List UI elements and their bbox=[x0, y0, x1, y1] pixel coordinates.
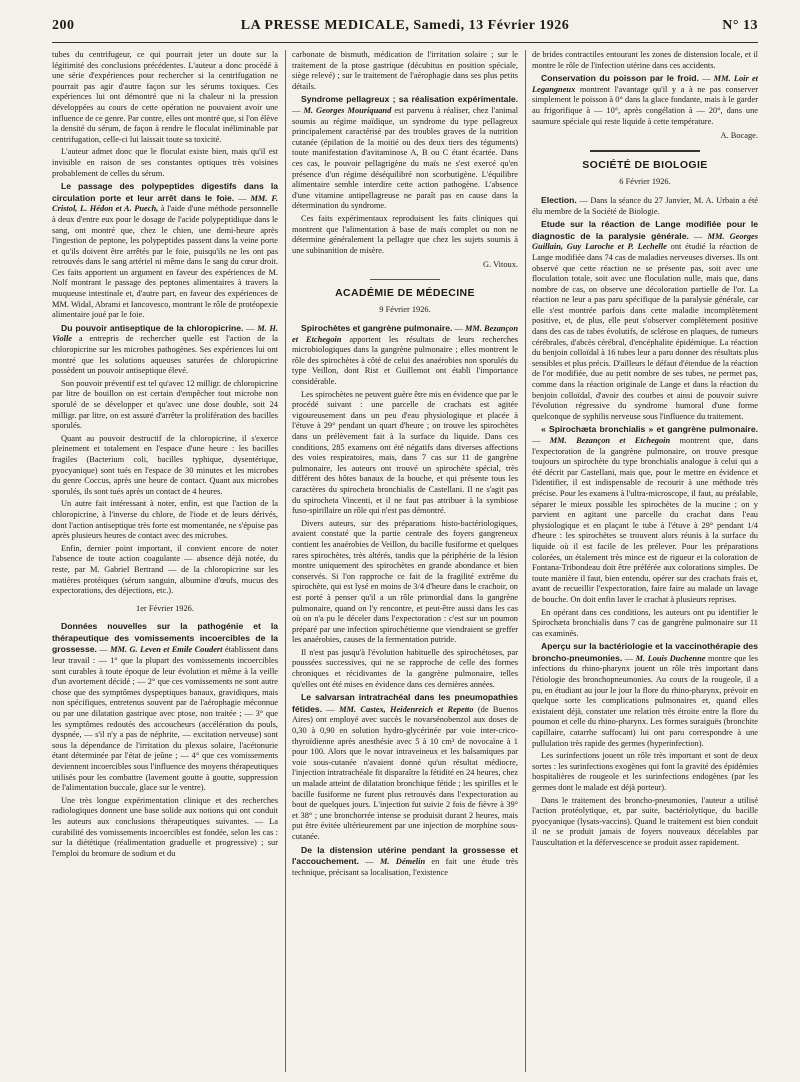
paragraph: Dans le traitement des broncho-pneumonies, l'auteur a utilisé l'action protéolytique, et, par suite, bactériolytique, du bacille pyocyanique (lysats-vaccins). Quand le traitement est bien conduit il ne se produit jamais de foyers nouveaux décelables par l'auscultation et la défervescence se produit assez rapidement. bbox=[532, 795, 758, 847]
article-authors: MM. Castex, Heidenreich et Repetto bbox=[339, 704, 474, 714]
paragraph: L'auteur admet donc que le floculat existe bien, mais qu'il est invisible en raison de ses constantes optiques très voisines probablement de celles du sérum. bbox=[52, 147, 278, 178]
signature: G. Vitoux. bbox=[483, 260, 518, 270]
article-title: Le passage des polypeptides digestifs dans la circulation porte et leur arrêt dans le foie. bbox=[52, 181, 278, 203]
signature: A. Bocage. bbox=[720, 131, 758, 141]
column-right bbox=[532, 50, 758, 1072]
session-date: 1er Février 1926. bbox=[136, 603, 194, 613]
column-left bbox=[52, 50, 278, 1072]
article-text: montrent l'avantage qu'il y a à ne pas conserver simplement le poisson à 0° dans la glace fondante, mais à le garder au frigorifique à — 10°, après congélation à — 20°, dans une saumure spéciale qui reste liquide à cette température. bbox=[532, 84, 758, 126]
article-authors: MM. Bezançon et Etchegoin bbox=[292, 324, 518, 344]
article-authors: MM. Georges Guillain, Guy Laroche et P. Lechelle bbox=[532, 231, 758, 252]
article-title: Spirochètes et gangrène pulmonaire. bbox=[301, 323, 453, 334]
paragraph: Divers auteurs, sur des préparations histo-bactériologiques, avaient constaté que la partie centrale des foyers gangreneux contient les anaérobies de Veillon, du bacille fusiforme et quelques rares spirochètes, très altérés, tandis que la périphérie de la lésion montre uniquement des spirochètes en grande abondance et bien conservés. Si l'on rapproche ce fait de la fragilité extrême du spirochète, qui est lysé en moins de 3/4 d'heure dans le crachoir, on est porté à penser qu'il a un rôle primordial dans la gangrène pulmonaire, quand on l'y rencontre, et peut-être aussi dans les cas où on n'a pu le déceler dans l'expectoration : c'est sur un poumon préparé par une infection spirochétienne que viendraient se greffer les anaérobies, causes de la fermentation putride. bbox=[292, 518, 518, 645]
article: Le passage des polypeptides digestifs dans la circulation porte et leur arrêt dans le foie. — MM. F. Cristol, L. Hédon et A. Puech, à l'aide d'une méthode personnelle à deux d'entre eux pour le dosage de l'acide polypeptidique dans le sang, ont montré que, chez le chien, une demi-heure après l'ingestion de peptone, les polypeptides passent dans la veine porte et qu'ils doivent être arrêtés par le foie, puisqu'ils ne les ont pas retrouvés dans le sang artériel ni même dans le sang du cœur droit. Ces faits apportent un argument en faveur des expériences de M. Nolf montrant le passage des peptones alimentaires à travers la muqueuse intestinale et, d'autre part, en faveur des expériences de MM. Widal, Abrami et Iancovesco, montrant le rôle de protéopexie alimentaire joué par le foie. bbox=[52, 181, 278, 320]
section-heading: ACADÉMIE DE MÉDECINE bbox=[335, 286, 475, 299]
article-title: Données nouvelles sur la pathogénie et la thérapeutique des vomissements incoercibles de la grossesse. bbox=[52, 621, 278, 655]
article-text: (de Buenos Aires) ont employé avec succès le novarsénobenzol aux doses de 0,30 à 0,90 en solution hydro-glycérinée par voie inter-crico-thyroïdienne après anesthésie avec 5 à 10 cm³ de novocaïne à 1 pour 100. Alors que le novar intraveineux et les balsamiques par voie sous-cutanée n'avaient donné qu'un résultat médiocre, l'injection intratrachéale fit disparaître la fétidité en 24 heures, chez un malade atteint de dilatation bronchique fétide ; les spirilles et le bacille fusiforme ne furent plus retrouvés dans l'expectoration au bout de quelques jours. L'injection fut suivie 2 fois de fièvre à 39° et 38° ; une bronchorrée intense se produisit durant 2 heures, mais put être évitée ultérieurement par une injection de morphine sous-cutanée. bbox=[292, 704, 518, 841]
paragraph: de brides contractiles entourant les zones de distension locale, et il montre le rôle de l'infection utérine dans ces accidents. bbox=[532, 50, 758, 70]
article-title: « Spirochæta bronchialis » et gangrène pulmonaire. bbox=[541, 424, 758, 435]
article: Syndrome pellagreux ; sa réalisation expérimentale. — M. Georges Mouriquand est parvenu à réaliser, chez l'animal soumis au régime maïdique, un syndrome du type pellagreux principalement caractérisé par des troubles graves de la nutrition cutanée (épilation de la moitié ou des deux tiers des téguments) toute manifestation d'avitaminose A, B ou C étant écartée. Dans ces cas, le pouvoir pellagrigène du maïs ne s'est exercé qu'en présence d'un régime déséquilibré non scorbutigène. L'équilibre alimentaire semble interdire cette action pathogène. L'absence d'une vitamine antipellagreuse ne paraît pas en cause dans la détermination du syndrome. bbox=[292, 94, 518, 211]
article-title: Le salvarsan intratrachéal dans les pneumopathies fétides. bbox=[292, 692, 518, 714]
column-divider bbox=[525, 50, 526, 1072]
article-text: est parvenu à réaliser, chez l'animal soumis au régime maïdique, un syndrome du type pellagreux principalement caractérisé par des troubles graves de la nutrition cutanée (épilation de la moitié ou des deux tiers des téguments) toute manifestation d'avitaminose A, B ou C étant écartée. Dans ces cas, le pouvoir pellagrigène du maïs ne s'est exercé qu'en présence d'un régime déséquilibré non scorbutigène. L'équilibre alimentaire semble interdire cette action pathogène. L'absence d'une vitamine antipellagreuse ne paraît pas en cause dans la détermination du syndrome. bbox=[292, 105, 518, 211]
article: Données nouvelles sur la pathogénie et la thérapeutique des vomissements incoercibles de la grossesse. — MM. G. Leven et Emile Coudert établissent dans leur travail : — 1° que la plupart des vomissements incoercibles sont curables à toute époque de leur évolution et même à la veille d'un avortement décidé ; — 2° que ces vomissements ne sont autre chose que des symptômes dyspeptiques banaux, gravidiques, mais non spécifiques, entretenus souvent par de l'aérophagie méconnue ou par une dilatation gastrique avec ptose, non traitée ; — 3° que les symptômes redoutés des accoucheurs (accélération du pouls, dyspnée, — s'il n'y a pas de néphrite, — excitation nerveuse) sont sous la dépendance de l'irritation du plexus solaire, l'acétonurie étant déterminée par l'état de jeûne ; — 4° que ces vomissements deviennent incoercibles sous l'influence des moyens thérapeutiques utilisés pour les combattre (lavement goutte à goutte, suppression de l'alimentation buccale, glace sur le ventre). bbox=[52, 621, 278, 793]
session-date: 9 Février 1926. bbox=[379, 305, 431, 315]
article-text: ont étudié la réaction de Lange modifiée dans 74 cas de maladies nerveuses diverses. Ils ont observé que cette réaction ne se présente pas, soit avec une floculation totale, soit avec une floculation nulle, mais que, dans nombre de cas, on observe une décoloration partielle de l'or. La réaction ne leur a pas paru spécifique de la paralysie générale, car elle s'est montrée parfois dans cette maladie incomplètement positive, et, de plus, elle peut s'observer complètement positive dans des cas de tabes évolutifs, de sclérose en plaques, de tumeurs cérébrales, d'abcès cérébral, d'encéphalite épidémique. La réaction du benjoin colloïdal à 16 tubes leur a paru donner des résultats plus sensibles et plus précis. D'ailleurs le défaut d'étendue de la réaction de l'or modifiée, due au petit nombre de ses tubes, ne permet pas, comme dans la réaction originale de Lange et dans la réaction du benjoin colloïdal, d'avoir des courbes et ainsi de pouvoir suivre l'évolution régressive du syndrome humoral d'une forme quelconque de syphilis nerveuse sous l'influence du traitement. bbox=[532, 242, 758, 421]
article-text: montre que les infections du rhino-pharynx jouent un rôle très important dans l'étiologie des bronchopneumonies. Au cours de la rougeole, il a pu, en étudiant au jour le jour la flore du rhino-pharynx, prévoir en quelque sorte les complications pulmonaires et, quand elles existaient déjà, constater une relation très étroite entre la flore du poumon et celle du rhino-pharynx. Les formes suraiguës (bronchite capillaire, catarrhe suffocant) lui ont paru correspondre à une pullulation très rapide des germes (hyperinfection). bbox=[532, 653, 758, 748]
header-rule bbox=[52, 42, 758, 43]
paragraph: Quant au pouvoir destructif de la chloropicrine, il s'exerce pleinement et totalement en l'espace d'une heure : les bacilles fragiles (Bacterium coli, bacilles typhique, dysentérique, pyocyanique) sont tués en l'espace de 30 minutes et les microbes du genre Coccus, après une heure de contact. Quant aux microbes sporulés, ils sont tués après un contact de 4 heures. bbox=[52, 433, 278, 496]
article-authors: M. H. Violle bbox=[52, 323, 278, 344]
article-authors: MM. G. Leven et Emile Coudert bbox=[110, 645, 223, 655]
article: Conservation du poisson par le froid. — MM. Loir et Legangneux montrent l'avantage qu'il y a à ne pas conserver simplement le poisson à 0° dans la glace fondante, mais à le garder au frigorifique à — 10°, après congélation à — 20°, dans une saumure spéciale qui reste liquide à cette température. bbox=[532, 73, 758, 126]
section-heading: SOCIÉTÉ DE BIOLOGIE bbox=[582, 158, 708, 171]
article-authors: M. Démelin bbox=[379, 857, 426, 867]
article: Aperçu sur la bactériologie et la vaccinothérapie des broncho-pneumonies. — M. Louis Duchenne montre que les infections du rhino-pharynx jouent un rôle très important dans l'étiologie des bronchopneumonies. Au cours de la rougeole, il a pu, en étudiant au jour le jour la flore du rhino-pharynx, prévoir en quelque sorte les complications pulmonaires et, quand elles existaient déjà, constater une relation très étroite entre la flore du poumon et celle du rhino-pharynx. Les formes suraiguës (bronchite capillaire, catarrhe suffocant) lui ont paru correspondre à une pullulation très rapide des germes (hyperinfection). bbox=[532, 641, 758, 748]
article-text: a entrepris de rechercher quelle est l'action de la chloropicrine sur les microbes pathogènes. Ses expériences lui ont montré que les solutions aqueuses saturées de chloropicrine possèdent un pouvoir antiseptique élevé. bbox=[52, 334, 278, 376]
article-authors: MM. F. Cristol, L. Hédon et A. Puech, bbox=[52, 193, 278, 214]
paragraph: Enfin, dernier point important, il convient encore de noter l'absence de toute action coagulante — absence déjà notée, du reste, par M. Gabriel Bertrand — de la chloropicrine sur les matières protéiques (sérum sanguin, albumine d'œufs, mucus des expectorations, des déjections, etc.). bbox=[52, 543, 278, 596]
section-separator bbox=[370, 279, 440, 280]
column-divider bbox=[285, 50, 286, 1072]
article-text: établissent dans leur travail : — 1° que la plupart des vomissements incoercibles sont curables à toute époque de leur évolution et même à la veille d'un avortement décidé ; — 2° que ces vomissements ne sont autre chose que des symptômes dyspeptiques banaux, gravidiques, mais non spécifiques, entretenus souvent par de l'aérophagie méconnue ou par une dilatation gastrique avec ptose, non traitée ; — 3° que les symptômes redoutés des accoucheurs (accélération du pouls, dyspnée, — s'il n'y a pas de néphrite, — excitation nerveuse) sont sous la dépendance de l'irritation du plexus solaire, l'acétonurie étant déterminée par l'état de jeûne ; — 4° que ces vomissements deviennent incoercibles sous l'influence des moyens thérapeutiques utilisés pour les combattre (lavement goutte à goutte, suppression de l'alimentation buccale, glace sur le ventre). bbox=[52, 645, 278, 793]
article-title: Conservation du poisson par le froid. bbox=[541, 73, 699, 84]
article: Spirochètes et gangrène pulmonaire. — MM. Bezançon et Etchegoin apportent les résultats de leurs recherches microbiologiques dans la gangrène pulmonaire ; elles montrent le rôle des spirochètes à côté de celui des anaérobies non sporulés du type Veillon, dont Rist et Guillemot ont établi l'importance considérable. bbox=[292, 323, 518, 387]
paragraph: Une très longue expérimentation clinique et des recherches radiologiques donnent une base solide aux notions qui ont conduit les auteurs aux conclusions thérapeutiques suivantes. — La curabilité des vomissements incoercibles est fondée, selon les cas : sur la diététique (réalimentation graduelle et progressive) ; sur l'emploi du bromure de sodium et du bbox=[52, 795, 278, 858]
paragraph: En opérant dans ces conditions, les auteurs ont pu identifier le Spirochæta bronchialis dans 7 cas de gangrène pulmonaire sur 11 cas examinés. bbox=[532, 607, 758, 638]
page-number: 200 bbox=[52, 18, 75, 33]
paragraph: carbonate de bismuth, médication de l'irritation solaire ; sur le traitement de la ptose gastrique (décubitus en position spéciale, siège relevé) ; sur le traitement de l'aérophagie dans ses plus petits détails. bbox=[292, 50, 518, 91]
article-title: Syndrome pellagreux ; sa réalisation expérimentale. bbox=[301, 94, 518, 105]
paragraph: Les spirochètes ne peuvent guère être mis en évidence que par le procédé suivant : une parcelle de crachats est agitée vigoureusement dans un peu d'eau physiologique et placée à l'étuve à 29° pendant un quart d'heure ; on trouve les spirochètes dans un prélèvement fait à la surface du liquide. Dans ces conditions, 285 examens ont été négatifs dans diverses affections des voies respiratoires, mais, dans 7 cas sur 11 de gangrène pulmonaire, les auteurs ont trouvé un spirochète spécial, très différent des hôtes banaux de la bouche, et qui présente tous les caractères du spirocheta bronchialis de Castellani. Il ne s'agit pas du spirocheta Vincenti, et il ne faut pas attribuer à la symbiose fuso-spirillaire un rôle qui n'est pas démontré. bbox=[292, 389, 518, 516]
session-date: 6 Février 1926. bbox=[619, 177, 671, 187]
article-authors: M. Louis Duchenne bbox=[635, 653, 706, 663]
paragraph: tubes du centrifugeur, ce qui pourrait jeter un doute sur la légitimité des conclusions précédentes. L'auteur a donc procédé à une série d'expériences pour rechercher si la centrifugation ne pourrait pas agir d'autre façon sur les sérums toxiques. Ces expériences lui ont démontré que ni la chaleur ni la pression développées au cours de cette opération ne pouvaient avoir une influence de ce genre. Par contre, elles ont montré que, si l'on élève la densité du sérum, de façon à rendre le floculat inéliminable par centrifugation, celle-ci lui laissait toute sa toxicité. bbox=[52, 50, 278, 144]
article: « Spirochæta bronchialis » et gangrène pulmonaire. — MM. Bezançon et Etchegoin montrent que, dans l'expectoration de la gangrène pulmonaire, on trouve presque toujours un spirochète du type bronchialis analogue à celui qui a été décrit par Castellani, mais que, pour le mettre en évidence et l'identifier, il est indispensable de recourir à une méthode très précise. Pour les examens à l'ultra-microscope, il faut, au préalable, séparer le mieux possible les spirochètes de la mucine ; on y parvient en agitant une parcelle du crachat dans l'eau physiologique et en plaçant le tube à l'étuve à 29° pendant 1/4 d'heure : les spirochètes se trouvent alors réunis à la surface du liquide où il est facile de les prélever. Pour les préparations colorées, un étalement très mince est de rigueur et la coloration de Fontana-Tribondeau doit être préférée aux colorations simples. De toute manière il faut, bien entendu, opérer sur des crachats frais et, avant de recueillir l'expectoration, faire faire au malade un lavage de bouche. On doit enfin laver le crachat à plusieurs reprises. bbox=[532, 424, 758, 604]
article-text: Dans la séance du 27 Janvier, M. A. Urbain a été élu membre de la Société de Biologie. bbox=[532, 195, 758, 216]
article-text: en fait une étude très technique, précisant sa localisation, l'existence bbox=[292, 857, 518, 877]
paragraph: Son pouvoir préventif est tel qu'avec 12 milligr. de chloropicrine par litre de bouillon on est certain d'empêcher tout microbe non sporulé de se développer et qu'avec une dose double, soit 24 milligr. par litre, on est assuré d'arrêter la prolifération des bacilles sporulés. bbox=[52, 378, 278, 431]
article: Le salvarsan intratrachéal dans les pneumopathies fétides. — MM. Castex, Heidenreich et Repetto (de Buenos Aires) ont employé avec succès le novarsénobenzol aux doses de 0,30 à 0,90 en solution hydro-glycérinée par voie inter-crico-thyroïdienne après anesthésie avec 5 à 10 cm³ de novocaïne à 1 pour 100. Alors que le novar intraveineux et les balsamiques par voie sous-cutanée n'avaient donné qu'un résultat médiocre, l'injection intratrachéale fit disparaître la fétidité en 24 heures, chez un malade atteint de dilatation bronchique fétide ; les spirilles et le bacille fusiforme ne furent plus retrouvés dans l'expectoration au bout de quelques jours. L'injection fut suivie 2 fois de fièvre à 39° et 38° ; une bronchorrée intense se produisit durant 2 heures, mais put être évitée ultérieurement par une injection de morphine sous-cutanée. bbox=[292, 692, 518, 841]
article-text: à l'aide d'une méthode personnelle à deux d'entre eux pour le dosage de l'acide polypeptidique dans le sang, ont montré que, chez le chien, une demi-heure après l'ingestion de peptone, les polypeptides passent dans la veine porte et qu'ils doivent être arrêtés par le foie, puisqu'ils ne les ont pas retrouvés dans le sang artériel ni même dans le sang du cœur droit. Ces faits apportent un argument en faveur des expériences de M. Nolf montrant le passage des peptones alimentaires à travers la muqueuse intestinale et, d'autre part, en faveur des expériences de MM. Widal, Abrami et Iancovesco, montrant le rôle de protéopexie alimentaire joué par le foie. bbox=[52, 204, 278, 320]
article-text: apportent les résultats de leurs recherches microbiologiques dans la gangrène pulmonaire ; elles montrent le rôle des spirochètes à côté de celui des anaérobies non sporulés du type Veillon, dont Rist et Guillemot ont établi l'importance considérable. bbox=[292, 334, 518, 387]
article: Election. — Dans la séance du 27 Janvier, M. A. Urbain a été élu membre de la Société de Biologie. bbox=[532, 194, 758, 216]
article-title: De la distension utérine pendant la grossesse et l'accouchement. bbox=[292, 844, 518, 867]
paragraph: Ces faits expérimentaux reproduisent les faits cliniques qui montrent que l'alimentation à base de maïs complet ou non ne détermine généralement la pellagre que chez les sujets soumis à une subinanition de misère. bbox=[292, 213, 518, 255]
page-header bbox=[52, 18, 758, 40]
issue-number: N° 13 bbox=[722, 18, 758, 33]
article-title: Aperçu sur la bactériologie et la vaccinothérapie des broncho-pneumonies. bbox=[532, 641, 758, 663]
journal-title: LA PRESSE MEDICALE, Samedi, 13 Février 1926 bbox=[240, 18, 570, 33]
article: Du pouvoir antiseptique de la chloropicrine. — M. H. Violle a entrepris de rechercher quelle est l'action de la chloropicrine sur les microbes pathogènes. Ses expériences lui ont montré que les solutions aqueuses saturées de chloropicrine possèdent un pouvoir antiseptique élevé. bbox=[52, 322, 278, 376]
article-title: Du pouvoir antiseptique de la chloropicrine. bbox=[61, 322, 244, 333]
paragraph: Il n'est pas jusqu'à l'évolution habituelle des spirochétoses, par poussées successives, qui ne se rapproche de celle des formes chroniques et récidivantes de la gangrène pulmonaire, telles qu'elles ont été mises en évidence dans ces dernières années. bbox=[292, 647, 518, 689]
article: Etude sur la réaction de Lange modifiée pour le diagnostic de la paralysie générale. — MM. Georges Guillain, Guy Laroche et P. Lechelle ont étudié la réaction de Lange modifiée dans 74 cas de maladies nerveuses diverses. Ils ont observé que cette réaction ne se présente pas, soit avec une floculation totale, soit avec une floculation nulle, mais que, dans nombre de cas, on observe une décoloration partielle de l'or. La réaction ne leur a pas paru spécifique de la paralysie générale, car elle s'est montrée parfois dans cette maladie incomplètement positive, et, de plus, elle peut s'observer complètement positive dans des cas de tabes évolutifs, de sclérose en plaques, de tumeurs cérébrales, d'abcès cérébral, d'encéphalite épidémique. La réaction du benjoin colloïdal à 16 tubes leur a paru donner des résultats plus sensibles et plus précis. D'ailleurs le défaut d'étendue de la réaction de l'or modifiée, due au petit nombre de ses tubes, ne permet pas, comme dans la réaction originale de Lange et dans la réaction du benjoin colloïdal, d'avoir des courbes et ainsi de pouvoir suivre l'évolution régressive du syndrome humoral d'une forme quelconque de syphilis nerveuse sous l'influence du traitement. bbox=[532, 219, 758, 421]
article-authors: MM. Loir et Legangneux bbox=[532, 74, 758, 94]
article-authors: MM. Bezançon et Etchegoin bbox=[549, 436, 671, 445]
paragraph: Les surinfections jouent un rôle très important et sont de deux sortes : les surinfections exogènes qui font la gravité des épidémies hospitalières de rougeole et les surinfections endogènes (par les germes dont le malade est déjà porteur). bbox=[532, 751, 758, 792]
article-title: Etude sur la réaction de Lange modifiée pour le diagnostic de la paralysie générale. bbox=[532, 219, 758, 241]
article-text: montrent que, dans l'expectoration de la gangrène pulmonaire, on trouve presque toujours un spirochète du type bronchialis analogue à celui qui a été décrit par Castellani, mais que, pour le mettre en évidence et l'identifier, il est indispensable de recourir à une méthode très précise. Pour les examens à l'ultra-microscope, il faut, au préalable, séparer le mieux possible les spirochètes de la mucine ; on y parvient en agitant une parcelle du crachat dans l'eau physiologique et en plaçant le tube à l'étuve à 29° pendant 1/4 d'heure : les spirochètes se trouvent alors réunis à la surface du liquide où il est facile de les prélever. Pour les préparations colorées, un étalement très mince est de rigueur et la coloration de Fontana-Tribondeau doit être préférée aux colorations simples. De toute manière il faut, bien entendu, opérer sur des crachats frais et, avant de recueillir l'expectoration, faire faire au malade un lavage de bouche. On doit enfin laver le crachat à plusieurs reprises. bbox=[532, 436, 758, 604]
paragraph: Un autre fait intéressant à noter, enfin, est que l'action de la chloropicrine, à l'inverse du chlore, de l'iode et de leurs dérivés, dont l'action antiseptique très forte est momentanée, ne s'épuise pas après plusieurs heures de contact avec des microbes. bbox=[52, 499, 278, 541]
column-middle bbox=[292, 50, 518, 1072]
section-separator bbox=[590, 150, 700, 152]
article-title: Election. bbox=[541, 194, 577, 205]
article: De la distension utérine pendant la grossesse et l'accouchement. — M. Démelin en fait une étude très technique, précisant sa localisation, l'existence bbox=[292, 844, 518, 877]
article-authors: M. Georges Mouriquand bbox=[303, 105, 392, 115]
